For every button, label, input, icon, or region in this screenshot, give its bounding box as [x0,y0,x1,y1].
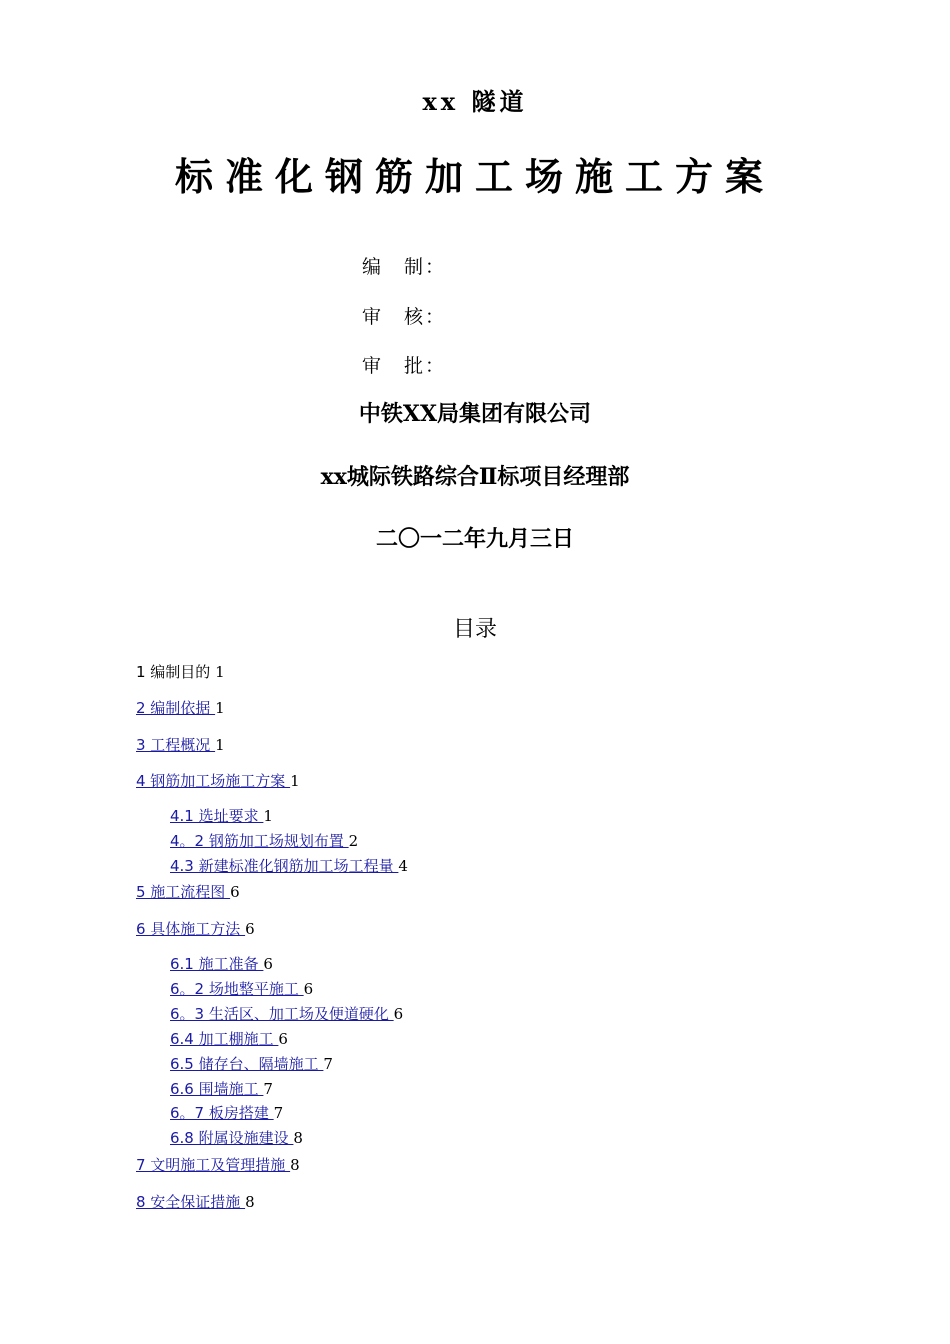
toc-item [136,661,225,682]
toc-link[interactable]: 6.6 围墙施工 [170,1080,264,1098]
toc-item [136,918,255,939]
toc-item-page: 1 [263,807,273,825]
toc-link[interactable]: 6。2 场地整平施工 [170,980,304,998]
toc-link[interactable]: 6.4 加工棚施工 [170,1030,279,1048]
toc-item [136,1191,255,1212]
toc-item-page: 1 [215,736,225,754]
toc-item [136,1154,300,1175]
toc-item-page: 6 [263,955,273,973]
toc-item [136,770,300,791]
toc-item-page: 2 [348,832,359,850]
toc-link[interactable]: 6。7 板房搭建 [170,1104,274,1122]
toc-link[interactable]: 6。3 生活区、加工场及便道硬化 [170,1005,394,1023]
toc-link[interactable]: 4.1 选址要求 [170,807,264,825]
toc-item [170,1127,303,1148]
toc-item [170,1053,333,1074]
toc-item-page: 1 [290,772,300,790]
toc-item [170,1078,273,1099]
toc-item-page: 4 [398,857,408,875]
toc-item [170,830,358,851]
toc-link[interactable]: 6.8 附属设施建设 [170,1129,294,1147]
toc-link[interactable]: 4。2 钢筋加工场规划布置 [170,832,349,850]
toc-item-page: 6 [393,1005,404,1023]
signature-compiled-by: 编 制： [362,256,447,278]
toc-item-page: 8 [293,1129,303,1147]
toc-link[interactable]: 5 施工流程图 [136,883,231,901]
toc-link[interactable]: 6 具体施工方法 [136,920,246,938]
toc-item-label: 1 编制目的 [136,663,216,681]
toc-item [170,1102,283,1123]
toc-item [136,697,225,718]
company-name: 中铁XX局集团有限公司 [358,401,592,427]
signature-reviewed-by: 审 核： [362,306,447,328]
toc-link[interactable]: 3 工程概况 [136,736,216,754]
toc-item-page: 6 [303,980,314,998]
toc-link[interactable]: 8 安全保证措施 [136,1193,246,1211]
toc-heading: 目录 [452,617,497,642]
toc-item [170,1028,288,1049]
document-date: 二〇一二年九月三日 [375,526,574,552]
toc-item-page: 8 [245,1193,255,1211]
toc-item-page: 7 [263,1080,273,1098]
toc-item [170,1003,403,1024]
toc-link[interactable]: 4 钢筋加工场施工方案 [136,772,291,790]
toc-link[interactable]: 6.1 施工准备 [170,955,264,973]
toc-item-page: 1 [215,699,225,717]
toc-item-page: 6 [230,883,240,901]
signature-approved-by: 审 批： [362,355,447,377]
department-name: xx城际铁路综合Ⅱ标项目经理部 [320,464,630,490]
toc-item [136,734,225,755]
toc-link[interactable]: 6.5 储存台、隔墙施工 [170,1055,324,1073]
toc-item-page: 7 [323,1055,333,1073]
toc-link[interactable]: 4.3 新建标准化钢筋加工场工程量 [170,857,399,875]
toc-item [170,953,273,974]
toc-item-page: 6 [278,1030,288,1048]
toc-item-page: 1 [215,663,225,681]
toc-item-page: 7 [273,1104,284,1122]
toc-item-page: 6 [245,920,255,938]
toc-item [170,805,273,826]
document-title: 标准化钢筋加工场施工方案 [174,154,775,199]
document-subtitle: xx 隧道 [422,87,528,116]
toc-item [170,978,313,999]
toc-item [136,881,240,902]
toc-link[interactable]: 7 文明施工及管理措施 [136,1156,291,1174]
toc-link[interactable]: 2 编制依据 [136,699,216,717]
toc-item-page: 8 [290,1156,300,1174]
toc-item [170,855,408,876]
